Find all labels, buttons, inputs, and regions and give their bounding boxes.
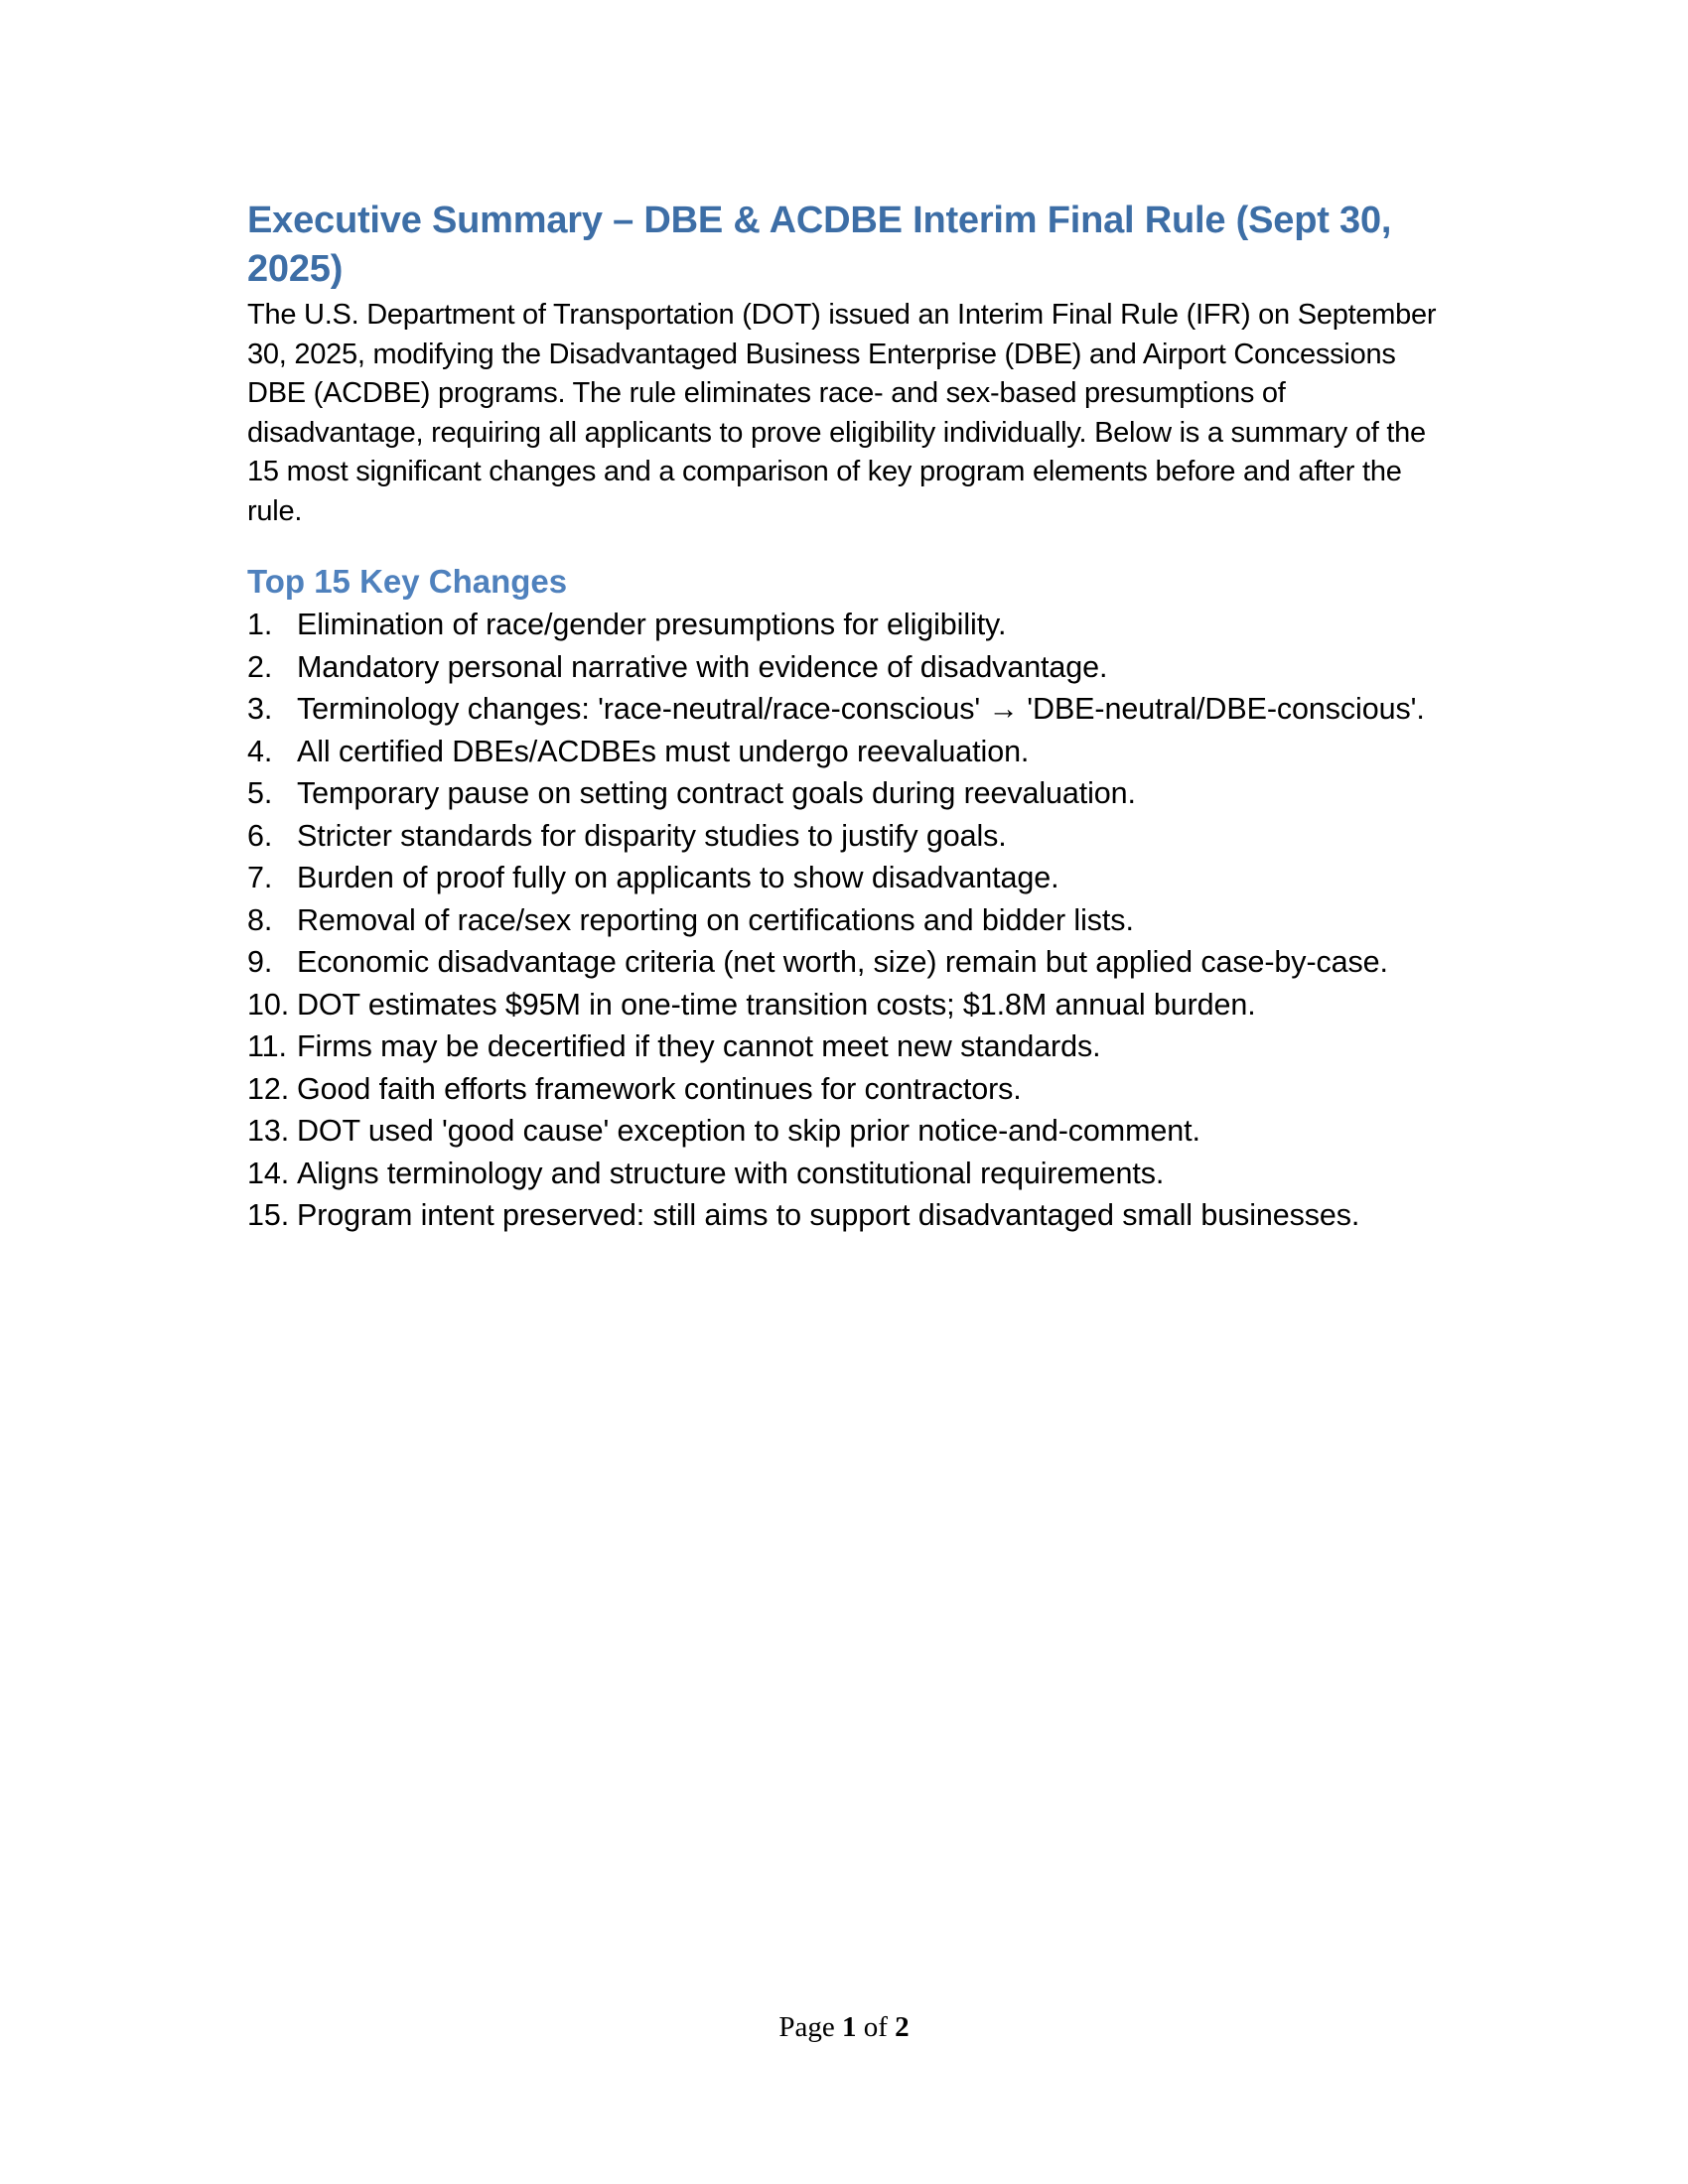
list-item [247,857,1459,898]
list-item-text: DOT used 'good cause' exception to skip prior notice-and-comment. [297,1114,1200,1148]
list-item [247,1025,1459,1067]
list-item-text: Terminology changes: 'race-neutral/race-conscious' → 'DBE-neutral/DBE-conscious'. [297,692,1425,726]
list-item [247,772,1459,814]
list-item-text: DOT estimates $95M in one-time transition costs; $1.8M annual burden. [297,987,1256,1022]
intro-paragraph: The U.S. Department of Transportation (DOT) issued an Interim Final Rule (IFR) on September 30, 2025, modifying the Disadvantaged Business Enterprise (DBE) and Airport Concessions DBE (ACDBE) programs. The rule eliminates race- and sex-based presumptions of disadvantage, requiring all applicants to prove eligibility individually. Below is a summary of the 15 most significant changes and a comparison of key program elements before and after the rule. [247,299,1437,527]
list-item-text: Removal of race/sex reporting on certifications and bidder lists. [297,902,1134,937]
list-item [247,731,1459,772]
list-item [247,899,1459,941]
page-content [247,197,1459,1237]
list-item-text: Stricter standards for disparity studies to justify goals. [297,818,1007,853]
list-item-text: Burden of proof fully on applicants to show disadvantage. [297,861,1059,894]
list-item-number: 7. [247,861,273,894]
list-item-number: 2. [247,649,273,684]
list-item-number: 11. [247,1029,287,1063]
of-label: of [863,2011,888,2043]
list-item-text: Temporary pause on setting contract goals during reevaluation. [297,776,1136,810]
key-changes-list [247,604,1459,1236]
list-item [247,815,1459,857]
list-item-number: 12. [247,1071,290,1106]
list-item [247,1068,1459,1110]
current-page-number: 1 [841,2011,857,2043]
list-item-number: 3. [247,692,273,726]
list-item-text: Mandatory personal narrative with evidence of disadvantage. [297,649,1108,684]
list-item-text: Program intent preserved: still aims to support disadvantaged small businesses. [297,1198,1360,1232]
list-item [247,1110,1459,1152]
list-item [247,941,1459,983]
list-item-number: 9. [247,945,273,979]
list-item-number: 4. [247,734,273,768]
list-item-text: Firms may be decertified if they cannot meet new standards. [297,1029,1101,1063]
list-item-number: 15. [247,1198,290,1232]
list-item [247,984,1459,1025]
list-item-text: Elimination of race/gender presumptions for eligibility. [297,608,1007,641]
list-item-number: 14. [247,1156,290,1190]
list-item-number: 6. [247,818,273,853]
list-item [247,1194,1459,1236]
document-title: Executive Summary – DBE & ACDBE Interim Final Rule (Sept 30, 2025) [247,200,1392,290]
list-item [247,1153,1459,1194]
list-item [247,688,1459,730]
list-item-text: All certified DBEs/ACDBEs must undergo reevaluation. [297,734,1030,768]
list-item [247,646,1459,688]
list-item-number: 8. [247,902,273,937]
list-item-number: 13. [247,1114,290,1148]
total-pages-number: 2 [895,2011,910,2043]
list-item-number: 1. [247,608,273,641]
page-label: Page [778,2011,835,2043]
list-item-number: 5. [247,776,273,810]
list-item-text: Economic disadvantage criteria (net worth, size) remain but applied case-by-case. [297,945,1388,979]
list-item-text: Aligns terminology and structure with constitutional requirements. [297,1156,1165,1190]
list-item-number: 10. [247,987,290,1022]
list-item [247,604,1459,645]
section-heading-key-changes: Top 15 Key Changes [247,563,568,600]
list-item-text: Good faith efforts framework continues for contractors. [297,1071,1022,1106]
page-footer [0,2009,1688,2045]
